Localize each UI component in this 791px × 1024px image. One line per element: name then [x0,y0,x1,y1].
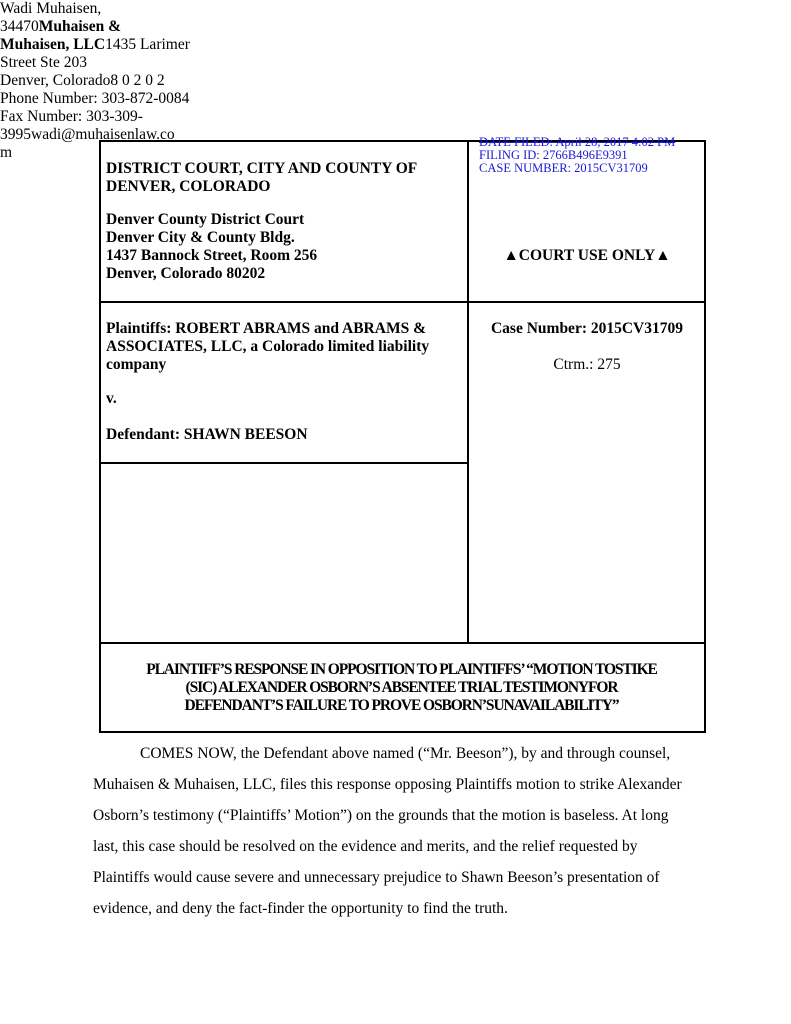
plaintiffs-line: company [106,356,167,373]
stamp-case-number: CASE NUMBER: 2015CV31709 [479,161,648,175]
document-title-line: DEFENDANT’S FAILURE TO PROVE OSBORN’SUNAVAILABILITY” [184,697,619,714]
court-name-line: DENVER, COLORADO [106,178,271,195]
body-text-line: Plaintiffs would cause severe and unnecessary prejudice to Shawn Beeson’s presentation of [93,869,660,886]
attorney-street: Street Ste 203 [0,54,87,71]
body-text-line: Muhaisen & Muhaisen, LLC, files this response opposing Plaintiffs motion to strike Alexander [93,776,682,793]
plaintiffs-line: ASSOCIATES, LLC, a Colorado limited liability [106,338,430,355]
attorney-reg-firm-line [0,18,200,36]
case-number-label: Case Number: 2015CV31709 [490,320,683,337]
court-name [106,160,456,196]
caption-divider-attorney [101,642,704,644]
court-address-line: Denver, Colorado 80202 [106,265,266,282]
attorney-block [0,0,200,162]
court-address-line: Denver City & County Bldg. [106,229,295,246]
stamp-date-filed: DATE FILED: April 28, 2017 4:02 PM [479,135,676,149]
court-use-only-label: ▲COURT USE ONLY▲ [503,247,671,264]
document-title-line: PLAINTIFF’S RESPONSE IN OPPOSITION TO PLAINTIFFS’ “MOTION TOSTIKE [146,661,657,678]
document-title-line: (SIC) ALEXANDER OSBORN’S ABSENTEE TRIAL TESTIMONYFOR [185,679,618,696]
plaintiffs-block [106,320,456,374]
attorney-email: m [0,144,13,161]
attorney-city: Denver, Colorado8 0 2 0 2 [0,72,165,89]
attorney-fax: Fax Number: 303-309- [0,108,143,125]
court-address [106,211,456,283]
caption-vertical-divider [467,142,469,643]
body-text-line: COMES NOW, the Defendant above named (“Mr. Beeson”), by and through counsel, [140,745,671,762]
versus-label: v. [106,390,117,407]
attorney-name: Wadi Muhaisen, [0,0,102,17]
attorney-phone: Phone Number: 303-872-0084 [0,90,190,107]
attorney-street: 1435 Larimer [105,36,190,53]
attorney-fax: 3995 [0,126,31,143]
court-address-line: Denver County District Court [106,211,305,228]
stamp-filing-id: FILING ID: 2766B496E9391 [479,148,628,162]
caption-divider-court [101,301,704,303]
defendant-label: Defendant: SHAWN BEESON [106,426,308,443]
court-address-line: 1437 Bannock Street, Room 256 [106,247,318,264]
attorney-firm: Muhaisen, LLC [0,36,106,53]
attorney-firm-street-line [0,36,200,54]
document-title [101,661,702,715]
filing-stamp [479,136,675,175]
body-text-line: Osborn’s testimony (“Plaintiffs’ Motion”) on the grounds that the motion is baseless. At long [93,807,669,824]
body-text-line: last, this case should be resolved on the evidence and merits, and the relief requested by [93,838,638,855]
attorney-reg-number: 34470 [0,18,39,35]
courtroom-label: Ctrm.: 275 [553,356,621,373]
plaintiffs-line: Plaintiffs: ROBERT ABRAMS and ABRAMS & [106,320,426,337]
caption-divider-parties [101,462,467,464]
attorney-email: wadi@muhaisenlaw.co [31,126,175,143]
court-name-line: DISTRICT COURT, CITY AND COUNTY OF [106,160,418,177]
body-text-line: evidence, and deny the fact-finder the opportunity to find the truth. [93,900,508,917]
attorney-firm: Muhaisen & [38,18,121,35]
